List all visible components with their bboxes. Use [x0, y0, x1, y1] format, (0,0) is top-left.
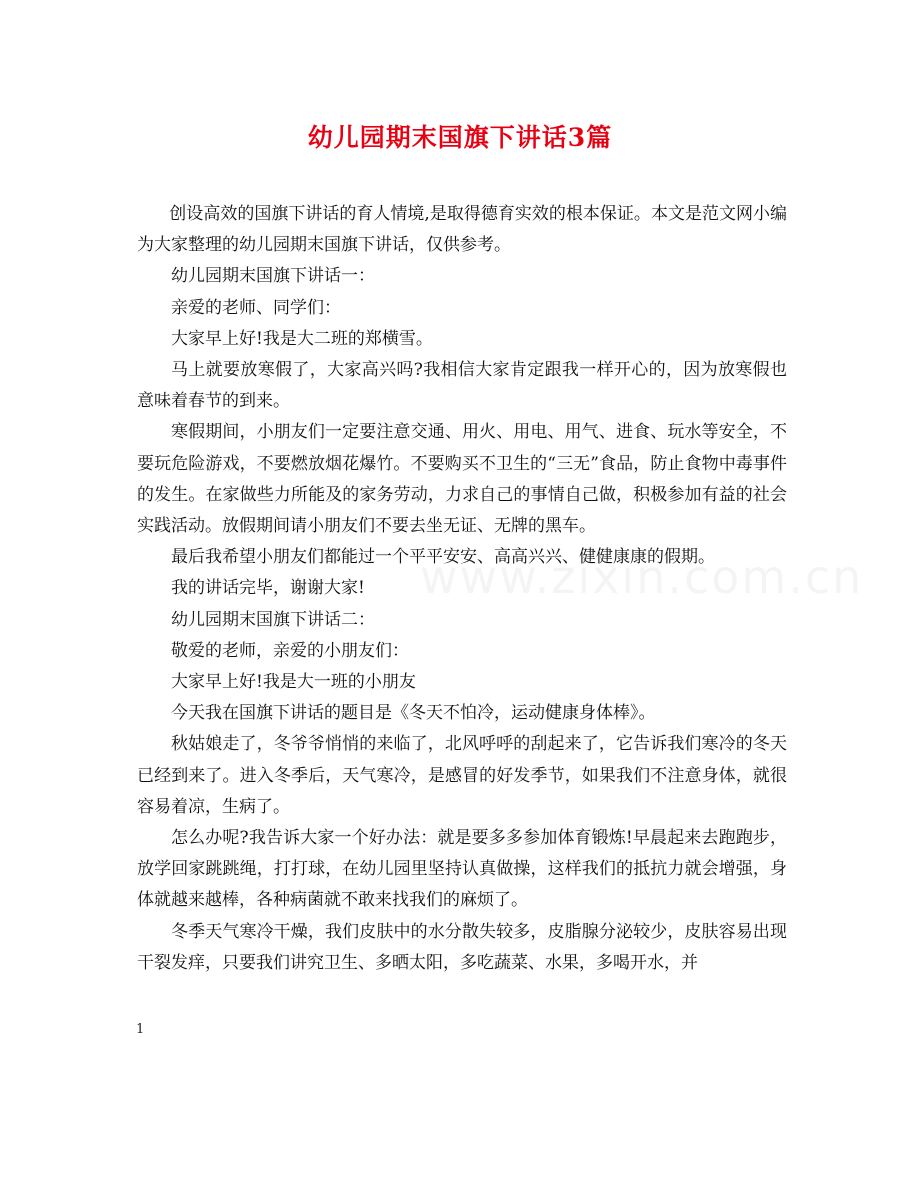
- speech-one-closing: 我的讲话完毕，谢谢大家!: [171, 578, 365, 599]
- body-paragraph: 怎么办呢?我告诉大家一个好办法：就是要多多参加体育锻炼!早晨起来去跑跑步，放学回家跳跳绳，打打球，在幼儿园里坚持认真做操，这样我们的抵抗力就会增强，身体就越来越棒，各种病菌就不敢来找我们的麻烦了。: [137, 828, 787, 911]
- speech-two-intro: 大家早上好!我是大一班的小朋友: [171, 672, 416, 693]
- document-body: [137, 199, 787, 979]
- body-paragraph: 今天我在国旗下讲话的题目是《冬天不怕冷，运动健康身体棒》。: [171, 703, 656, 724]
- page-number: 1: [136, 1022, 145, 1037]
- body-paragraph: 寒假期间，小朋友们一定要注意交通、用火、用电、用气、进食、玩水等安全，不要玩危险游戏，不要燃放烟花爆竹。不要购买不卫生的“三无”食品，防止食物中毒事件的发生。在家做些力所能及的家务劳动，力求自己的事情自己做，积极参加有益的社会实践活动。放假期间请小朋友们不要去坐无证、无牌的黑车。: [137, 422, 787, 537]
- speech-one-heading: 幼儿园期末国旗下讲话一：: [171, 266, 375, 287]
- body-paragraph: 冬季天气寒冷干燥，我们皮肤中的水分散失较多，皮脂腺分泌较少，皮肤容易出现干裂发痒，只要我们讲究卫生、多晒太阳，多吃蔬菜、水果，多喝开水，并: [137, 921, 787, 973]
- body-paragraph: 马上就要放寒假了，大家高兴吗?我相信大家肯定跟我一样开心的，因为放寒假也意味着春节的到来。: [137, 360, 787, 412]
- speech-one-intro: 大家早上好!我是大二班的郑横雪。: [171, 328, 433, 349]
- intro-paragraph: 创设高效的国旗下讲话的育人情境,是取得德育实效的根本保证。本文是范文网小编为大家整理的幼儿园期末国旗下讲话，仅供参考。: [137, 204, 787, 256]
- document-title: 幼儿园期末国旗下讲话3篇: [307, 123, 613, 152]
- speech-one-greeting: 亲爱的老师、同学们：: [171, 297, 341, 318]
- body-paragraph: 秋姑娘走了，冬爷爷悄悄的来临了，北风呼呼的刮起来了，它告诉我们寒冷的冬天已经到来了。进入冬季后，天气寒冷，是感冒的好发季节，如果我们不注意身体，就很容易着凉，生病了。: [137, 734, 787, 817]
- speech-two-greeting: 敬爱的老师，亲爱的小朋友们：: [171, 640, 409, 661]
- speech-two-heading: 幼儿园期末国旗下讲话二：: [171, 609, 375, 630]
- body-paragraph: 最后我希望小朋友们都能过一个平平安安、高高兴兴、健健康康的假期。: [171, 547, 715, 568]
